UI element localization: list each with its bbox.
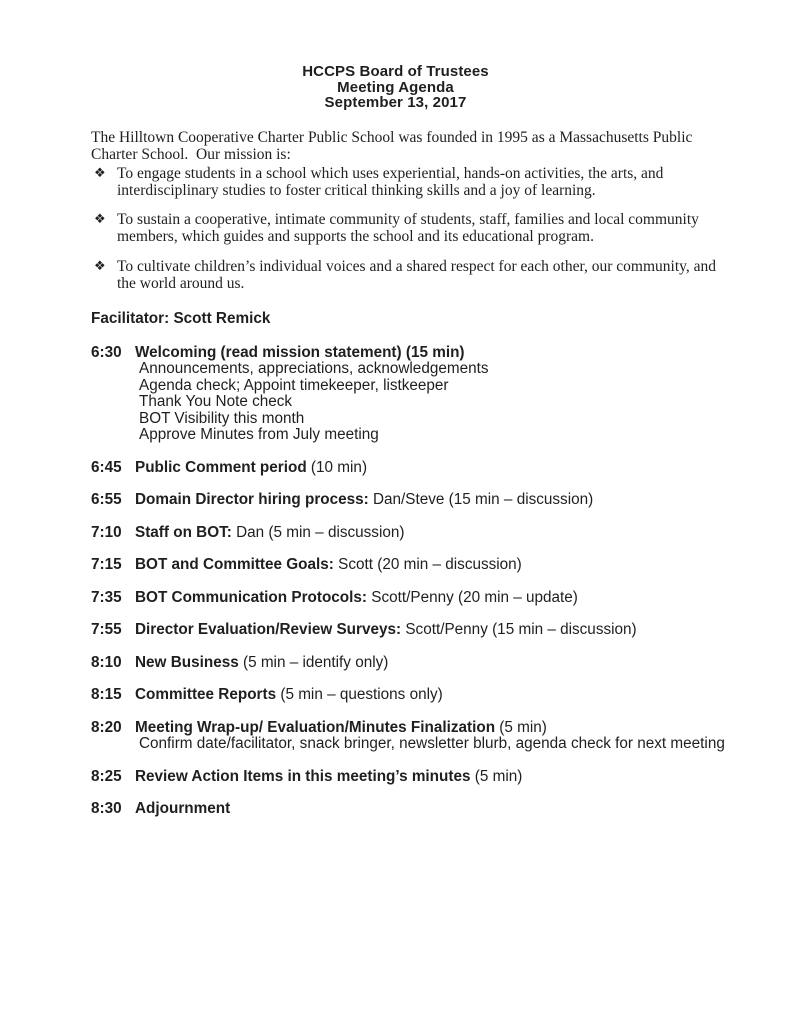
doc-date: September 13, 2017 [324,94,467,112]
agenda-title: BOT and Committee Goals: [135,556,334,574]
agenda-item-line [135,769,726,786]
agenda-list [91,345,726,818]
mission-bullet-text: To cultivate children’s individual voices and a shared respect for each other, our community, and the world around us. [117,257,717,292]
agenda-detail: (5 min) [495,718,547,736]
agenda-item [91,492,726,509]
agenda-item-body [135,622,726,639]
agenda-time: 8:25 [91,767,122,785]
agenda-time: 7:10 [91,523,122,541]
agenda-item-body [135,769,726,786]
agenda-item [91,345,726,444]
agenda-item [91,557,726,574]
agenda-title: Committee Reports [135,686,277,704]
mission-bullet [91,212,726,246]
agenda-sub-line: Agenda check; Appoint timekeeper, listkeeper [139,376,449,394]
doc-subtitle: Meeting Agenda [337,78,454,96]
diamond-bullet-icon: ❖ [94,212,106,228]
agenda-detail: (5 min) [470,767,523,785]
agenda-title: Welcoming (read mission statement) (15 min) [135,343,465,361]
diamond-bullet-icon: ❖ [94,258,106,274]
agenda-item-line [135,345,726,362]
agenda-item [91,460,726,477]
agenda-title: Meeting Wrap-up/ Evaluation/Minutes Finalization [135,718,496,736]
agenda-title: Public Comment period [135,458,307,476]
agenda-title: Domain Director hiring process: [135,491,369,509]
agenda-item-body [135,720,726,753]
agenda-item [91,687,726,704]
agenda-item-line [135,687,726,704]
agenda-title: BOT Communication Protocols: [135,588,368,606]
agenda-item-line [135,460,726,477]
agenda-item-body [135,655,726,672]
mission-bullet-text: To engage students in a school which uses experiential, hands-on activities, the arts, and interdisciplinary studies to foster critical thinking skills and a joy of learning. [117,164,664,199]
agenda-time: 6:30 [91,343,122,361]
agenda-item [91,720,726,753]
agenda-sub-line: Thank You Note check [139,393,293,411]
agenda-time: 8:30 [91,800,122,818]
agenda-item [91,769,726,786]
agenda-item [91,655,726,672]
agenda-title: Staff on BOT: [135,523,232,541]
agenda-time: 7:15 [91,556,122,574]
agenda-sub-line: BOT Visibility this month [139,409,305,427]
document-header [0,64,791,111]
agenda-item-body [135,525,726,542]
agenda-item [91,525,726,542]
agenda-item [91,590,726,607]
agenda-detail: (5 min – identify only) [238,653,389,671]
agenda-sub-line: Announcements, appreciations, acknowledgements [139,360,489,378]
agenda-sub-line: Confirm date/facilitator, snack bringer, newsletter blurb, agenda check for next meeting [139,735,725,753]
agenda-item-line [135,590,726,607]
diamond-bullet-icon: ❖ [94,165,106,181]
agenda-item-line [135,525,726,542]
mission-bullet [91,166,726,200]
agenda-item [91,622,726,639]
agenda-item-line [135,557,726,574]
agenda-detail: Scott/Penny (20 min – update) [367,588,578,606]
agenda-time: 8:15 [91,686,122,704]
document-body [91,130,726,818]
agenda-title: Adjournment [135,800,231,818]
agenda-item-body [135,687,726,704]
agenda-item-body [135,492,726,509]
agenda-detail: (5 min – questions only) [276,686,443,704]
agenda-item-line [135,622,726,639]
agenda-time: 6:55 [91,491,122,509]
agenda-item-line [135,801,726,818]
agenda-item-body [135,557,726,574]
agenda-title: New Business [135,653,239,671]
agenda-item-line [135,720,726,737]
mission-bullet-text: To sustain a cooperative, intimate community of students, staff, families and local community members, which guides and supports the school and its educational program. [117,211,699,246]
agenda-time: 7:55 [91,621,122,639]
agenda-time: 6:45 [91,458,122,476]
agenda-title: Review Action Items in this meeting’s minutes [135,767,471,785]
agenda-sub-line: Approve Minutes from July meeting [139,426,379,444]
agenda-detail: Scott/Penny (15 min – discussion) [401,621,637,639]
mission-bullet [91,259,726,293]
agenda-time: 7:35 [91,588,122,606]
agenda-item-line [135,655,726,672]
agenda-detail: (10 min) [306,458,368,476]
agenda-item-body [135,345,726,444]
agenda-item-body [135,590,726,607]
agenda-time: 8:20 [91,718,122,736]
agenda-detail: Dan/Steve (15 min – discussion) [368,491,594,509]
mission-intro: The Hilltown Cooperative Charter Public School was founded in 1995 as a Massachusetts Public Charter School. Our mission is: [91,129,697,163]
mission-bullet-list [91,166,726,293]
agenda-item [91,801,726,818]
agenda-item-line [135,492,726,509]
agenda-item-body [135,801,726,818]
doc-title: HCCPS Board of Trustees [302,63,489,80]
agenda-title: Director Evaluation/Review Surveys: [135,621,402,639]
agenda-item-body [135,460,726,477]
agenda-detail: Scott (20 min – discussion) [333,556,522,574]
facilitator-line: Facilitator: Scott Remick [91,310,271,328]
agenda-time: 8:10 [91,653,122,671]
agenda-detail: Dan (5 min – discussion) [231,523,405,541]
